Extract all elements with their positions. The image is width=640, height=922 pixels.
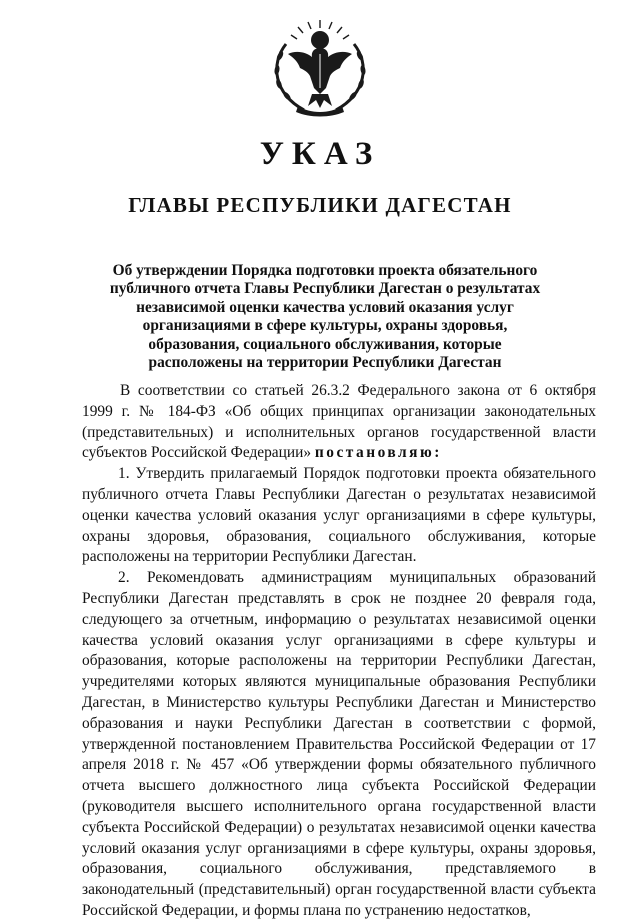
document-title: УКАЗ xyxy=(259,136,381,172)
item-1-paragraph: 1. Утвердить прилагаемый Порядок подготовки проекта обязательного публичного отчета Главы Республики Дагестан о результатах независимой оценки качества условий оказания услуг организациями в сфере культуры, охраны здоровья, образования, социального обслуживания, которые расположены на территории Республики Дагестан. xyxy=(82,465,596,566)
document-subtitle: ГЛАВЫ РЕСПУБЛИКИ ДАГЕСТАН xyxy=(128,193,512,217)
decree-body xyxy=(82,381,596,922)
decree-formula: постановляю: xyxy=(314,444,442,462)
preamble-paragraph xyxy=(82,381,596,464)
item-2-paragraph: 2. Рекомендовать администрациям муниципальных образований Республики Дагестан представлять в срок не позднее 20 февраля года, следующего за отчетным, информацию о результатах независимой оценки качества условий оказания услуг организациями в сфере культуры и образования, которые расположены на территории Республики Дагестан, учредителями которых являются муниципальные образования Республики Дагестан, в Министерство культуры Республики Дагестан и Министерство образования и науки Республики Дагестан в соответствии с формой, утвержденной постановлением Правительства Российской Федерации от 17 апреля 2018 г. № 457 «Об утверждении формы обязательного публичного отчета высшего должностного лица субъекта Российской Федерации (руководителя высшего исполнительного органа государственной власти субъекта Российской Федерации) о результатах независимой оценки качества условий оказания услуг организациями в сфере культуры, охраны здоровья, образования, социального обслуживания, представляемого в законодательный (представительный) орган государственной власти субъекта Российской Федерации, и формы плана по устранению недостатков, xyxy=(82,569,596,919)
preamble-text: В соответствии со статьей 26.3.2 Федерального закона от 6 октября 1999 г. № 184-ФЗ «Об общих принципах организации законодательных (представительных) и исполнительных органов государственной власти субъектов Российской Федерации» xyxy=(82,382,596,462)
decree-heading: Об утверждении Порядка подготовки проекта обязательного публичного отчета Главы Республики Дагестан о результатах независимой оценки качества условий оказания услуг организациями в сфере культуры, охраны здоровья, образования, социального обслуживания, которые расположены на территории Республики Дагестан xyxy=(109,262,541,372)
coat-of-arms-icon xyxy=(264,14,376,120)
